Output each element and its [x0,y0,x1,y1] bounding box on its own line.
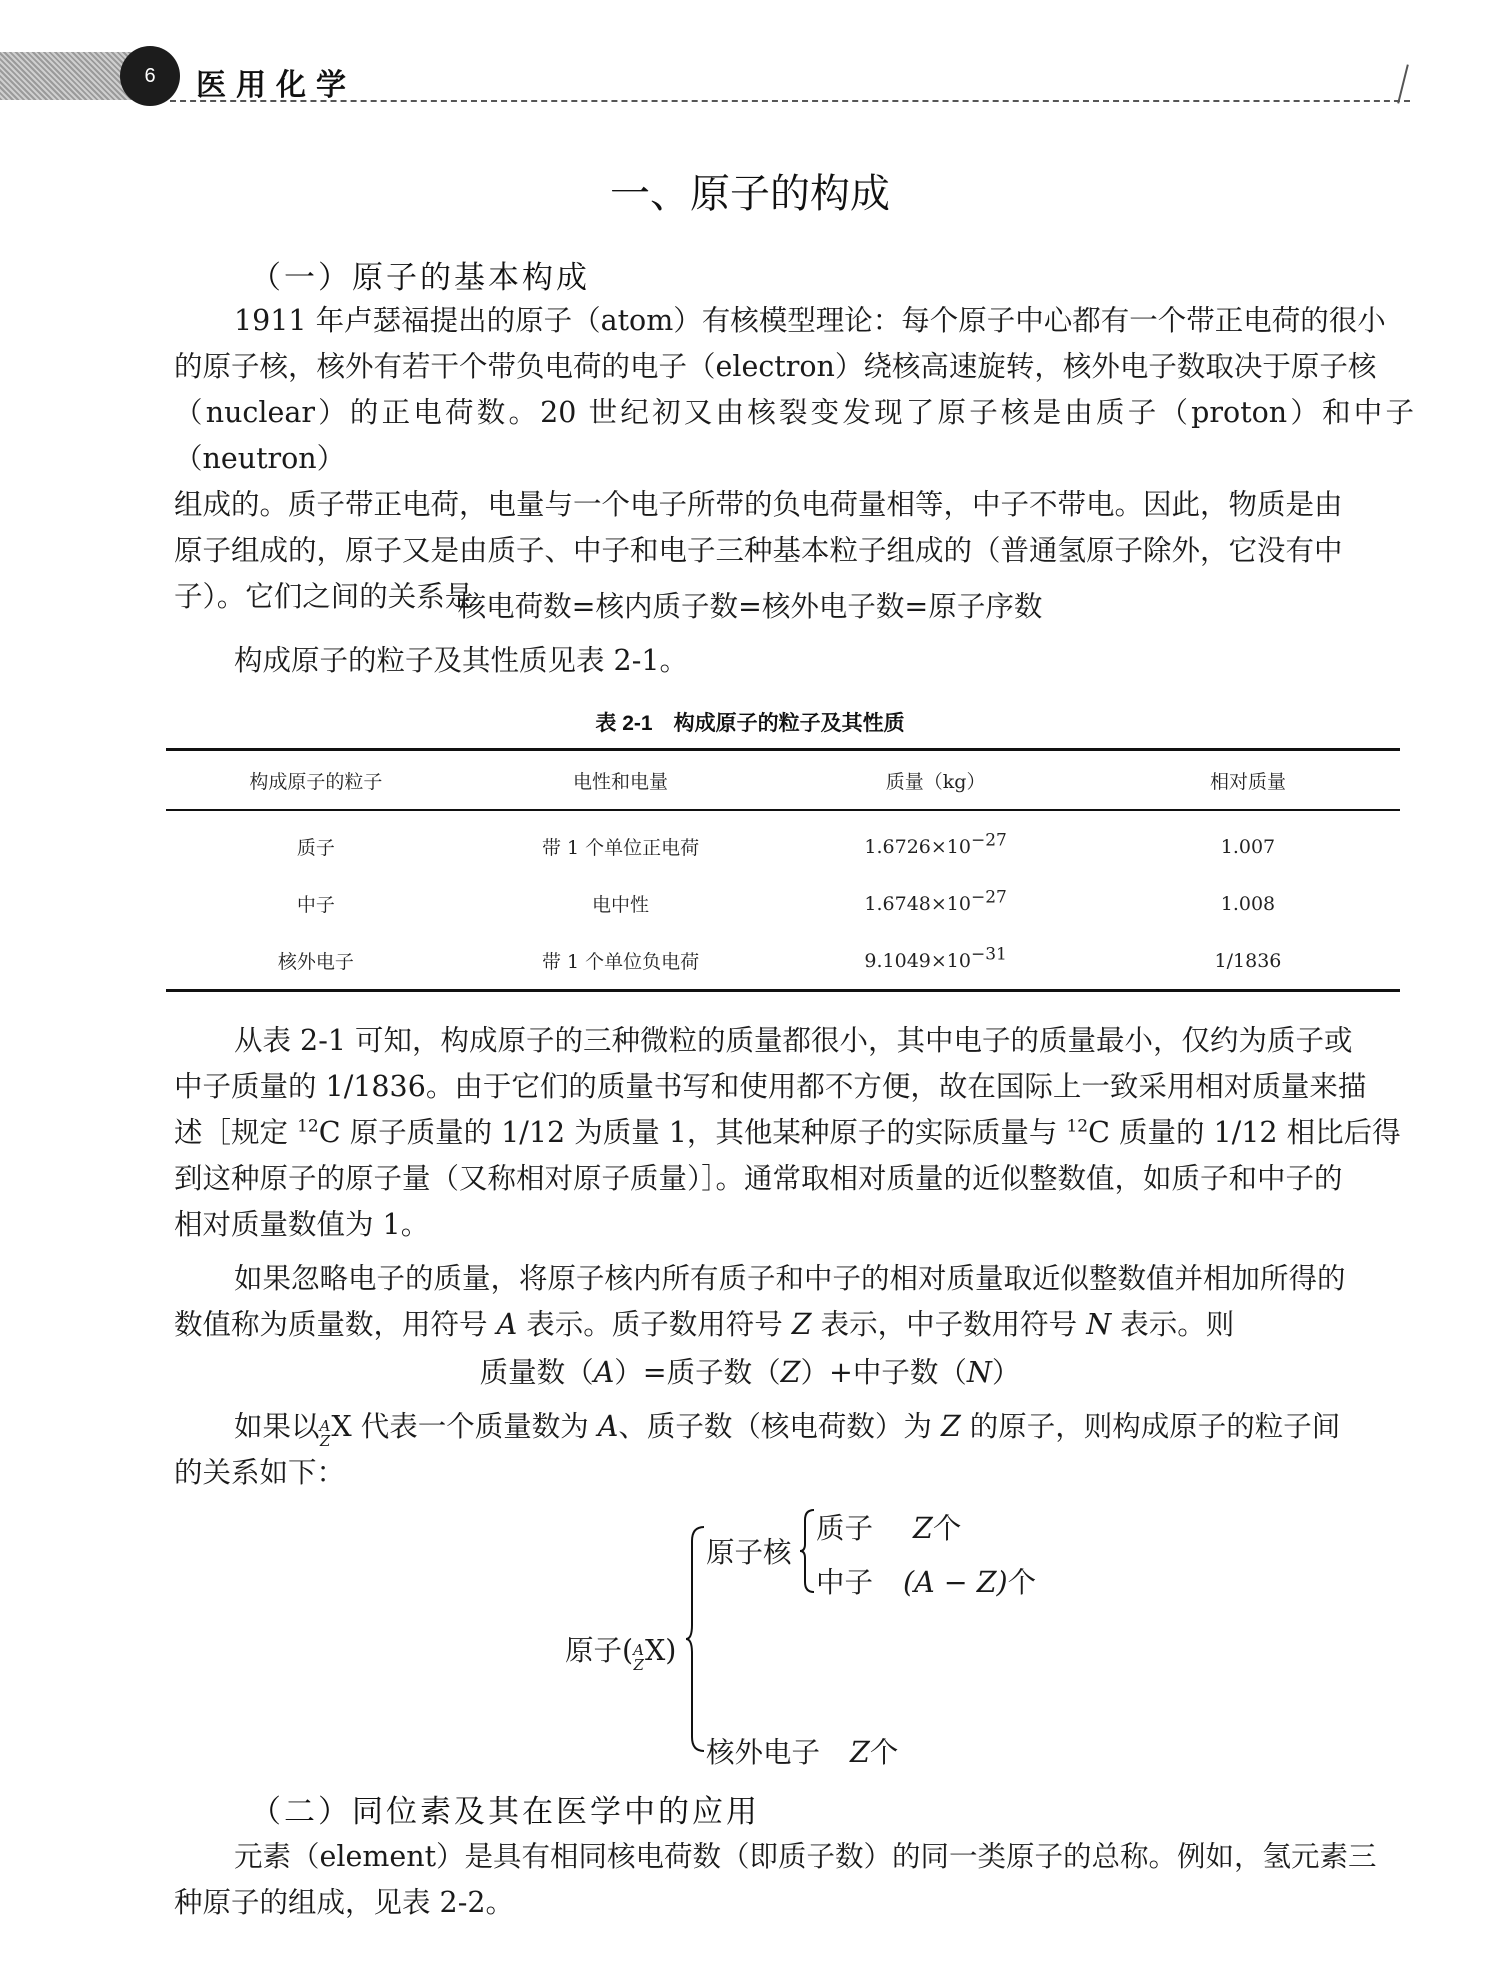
col-header-mass: 质量（kg） [885,770,986,793]
diagram-neutron: 中子 (A − Z)个 [816,1566,1037,1599]
col-header-particle: 构成原子的粒子 [249,770,383,793]
brace-atom [686,1525,706,1753]
cell-relative: 1/1836 [1214,949,1282,972]
cell-particle: 质子 [296,837,335,859]
table-row [166,932,1400,991]
cell-relative: 1.008 [1220,892,1276,915]
formula-mass-number: 质量数（A）=质子数（Z）+中子数（N） [479,1356,1021,1389]
table-row [166,875,1400,932]
col-header-relative: 相对质量 [1209,770,1286,793]
page-number: 6 [120,46,180,106]
nuclide-notation: A Z [319,1417,331,1450]
paragraph-3: 从表 2-1 可知，构成原子的三种微粒的质量都很小，其中电子的质量最小，仅约为质子或 中子质量的 1/1836。由于它们的质量书写和使用都不方便，故在国际上一致采用相对质量来描 述［规定 $^{12}$C 原子质量的 1/12 为质量 1，其他某种原子的实际质量与 $^{12}$C 质量的 1/12 相比后得 到这种原子的原子量（又称相对原子质量）］。通常取相对质量的近似整数值，如质子和中子的 相对质量数值为 1。 [174,1024,1401,1241]
particle-table [166,748,1400,992]
cell-charge: 电中性 [592,894,650,916]
diagram-electron: 核外电子 Z个 [706,1736,899,1769]
paragraph-4: 如果忽略电子的质量，将原子核内所有质子和中子的相对质量取近似整数值并相加所得的 数值称为质量数，用符号 A 表示。质子数用符号 Z 表示，中子数用符号 N 表示。则 [174,1262,1346,1341]
section-title: 一、原子的构成 [610,172,890,216]
table-header-row [166,750,1400,811]
cell-particle: 中子 [296,894,335,916]
diagram-nucleus: 原子核 [706,1536,792,1569]
paragraph-1: 1911 年卢瑟福提出的原子（atom）有核模型理论：每个原子中心都有一个带正电荷的很小 的原子核，核外有若干个带负电荷的电子（electron）绕核高速旋转，核外电子数取决于原子核 （nuclear）的正电荷数。20 世纪初又由核裂变发现了原子核是由质子（proton）和中子（neutron） 组成的。质子带正电荷，电量与一个电子所带的负电荷量相等，中子不带电。因此，物质是由 原子组成的，原子又是由质子、中子和电子三种基本粒子组成的（普通氢原子除外，它没有中 子）。它们之间的关系是 [174,304,1414,613]
paragraph-5: 如果以 A Z X 代表一个质量数为 A、质子数（核电荷数）为 Z 的原子，则构成原子的粒子间 的关系如下： [174,1410,1341,1489]
table-row [166,810,1400,875]
diagram-proton: 质子 Z个 [816,1512,962,1545]
cell-relative: 1.007 [1220,835,1276,858]
cell-mass: $1.6726\times 10^{-27}$ [864,830,1007,858]
cell-mass: $1.6748\times 10^{-27}$ [864,887,1007,915]
subsection-title-1: （一）原子的基本构成 [250,260,590,296]
col-header-charge: 电性和电量 [573,770,669,793]
paragraph-2: 构成原子的粒子及其性质见表 2-1。 [234,644,688,677]
diagram-atom: 原子( A Z X) [565,1634,677,1674]
cell-charge: 带 1 个单位负电荷 [541,951,700,973]
cell-charge: 带 1 个单位正电荷 [541,837,700,859]
table-caption: 表 2-1 构成原子的粒子及其性质 [595,712,905,735]
brace-nucleus [800,1508,816,1594]
paragraph-6: 元素（element）是具有相同核电荷数（即质子数）的同一类原子的总称。例如，氢元素三 种原子的组成，见表 2-2。 [174,1840,1377,1919]
header-rule [170,100,1410,102]
cell-mass: $9.1049\times 10^{-31}$ [864,944,1007,972]
header-slash [1397,64,1409,103]
formula-charge: 核电荷数=核内质子数=核外电子数=原子序数 [457,590,1043,623]
book-title: 医用化学 [196,69,356,102]
subsection-title-2: （二）同位素及其在医学中的应用 [250,1794,760,1830]
cell-particle: 核外电子 [277,951,354,973]
